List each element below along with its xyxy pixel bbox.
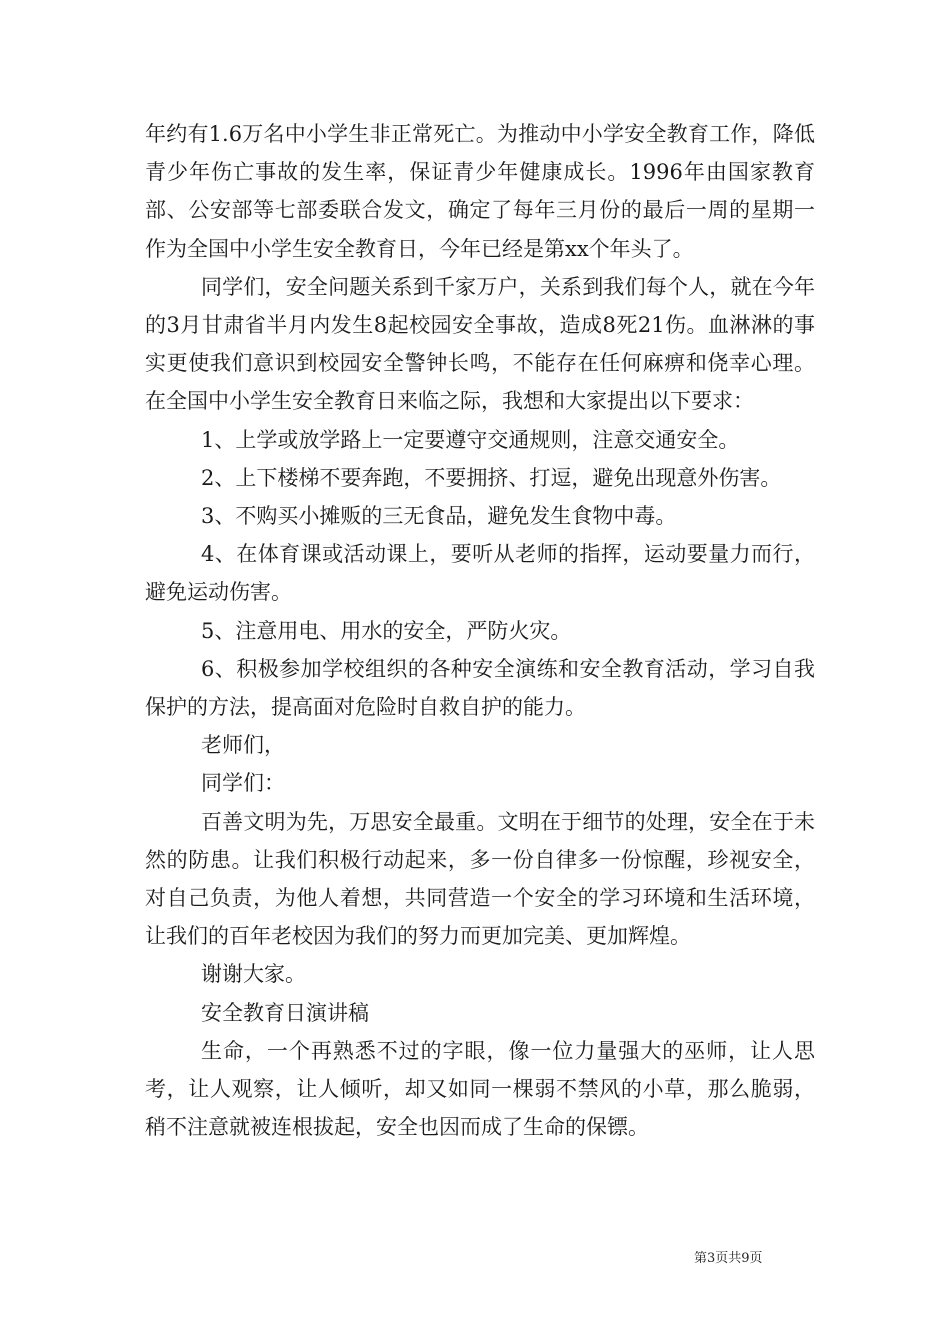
salutation-students: 同学们：	[201, 771, 285, 796]
list-item-sports-safety: 4、在体育课或活动课上，要听从老师的指挥，运动要量力而行，避免运动伤害。	[145, 542, 815, 605]
list-item-traffic-safety: 1、上学或放学路上一定要遵守交通规则，注意交通安全。	[201, 427, 740, 452]
list-item-food-safety: 3、不购买小摊贩的三无食品，避免发生食物中毒。	[201, 504, 677, 529]
paragraph-closing-appeal: 百善文明为先，万思安全最重。文明在于细节的处理，安全在于未然的防患。让我们积极行动起来，多一份自律多一份惊醒，珍视安全，对自己负责，为他人着想，共同营造一个安全的学习环境和生活环境，让我们的百年老校因为我们的努力而更加完美、更加辉煌。	[145, 809, 815, 949]
paragraph-students-safety: 同学们，安全问题关系到千家万户，关系到我们每个人，就在今年的3月甘肃省半月内发生8起校园安全事故，造成8死21伤。血淋淋的事实更使我们意识到校园安全警钟长鸣，不能存在任何麻痹和侥幸心理。在全国中小学生安全教育日来临之际，我想和大家提出以下要求：	[145, 274, 815, 414]
list-item-fire-safety: 5、注意用电、用水的安全，严防火灾。	[201, 618, 572, 643]
paragraph-thanks: 谢谢大家。	[201, 962, 306, 987]
document-body	[145, 115, 815, 1146]
list-item-drills: 6、积极参加学校组织的各种安全演练和安全教育活动，学习自我保护的方法，提高面对危险时自救自护的能力。	[145, 656, 815, 720]
list-item-stairs-safety: 2、上下楼梯不要奔跑，不要拥挤、打逗，避免出现意外伤害。	[201, 465, 782, 490]
page-number: 第3页共9页	[694, 1251, 763, 1266]
paragraph-life-intro: 生命，一个再熟悉不过的字眼，像一位力量强大的巫师，让人思考，让人观察，让人倾听，却又如同一棵弱不禁风的小草，那么脆弱，稍不注意就被连根拔起，安全也因而成了生命的保镖。	[145, 1038, 815, 1140]
section-heading: 安全教育日演讲稿	[201, 1000, 369, 1025]
paragraph-intro-statistics: 年约有1.6万名中小学生非正常死亡。为推动中小学安全教育工作，降低青少年伤亡事故的发生率，保证青少年健康成长。1996年由国家教育部、公安部等七部委联合发文，确定了每年三月份的最后一周的星期一作为全国中小学生安全教育日，今年已经是第xx个年头了。	[145, 122, 815, 261]
salutation-teachers: 老师们，	[201, 733, 285, 758]
